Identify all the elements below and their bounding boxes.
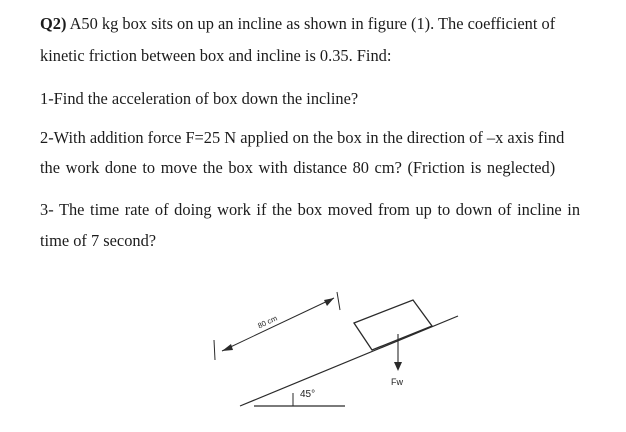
distance-tick-right: [337, 292, 340, 310]
distance-tick-left: [214, 340, 215, 360]
weight-force-label: Fw: [391, 377, 403, 387]
question-part-1: 1-Find the acceleration of box down the incline?: [40, 89, 359, 108]
incline-surface: [240, 313, 458, 406]
weight-arrow-head: [394, 362, 402, 371]
angle-label: 45°: [300, 389, 316, 400]
question-part-2-line-1: 2-With addition force F=25 N applied on the box in the direction of –x axis find: [40, 128, 565, 147]
question-intro-2: kinetic friction between box and incline is 0.35. Find:: [40, 46, 392, 65]
distance-label: 80 cm: [256, 313, 279, 331]
question-part-2-line-2: the work done to move the box with distance 80 cm? (Friction is neglected): [40, 158, 556, 177]
question-intro-1: A50 kg box sits on up an incline as shown in figure (1). The coefficient of: [66, 14, 556, 33]
distance-arrow-head-right: [324, 298, 334, 306]
question-number: Q2): [40, 14, 67, 33]
distance-arrow-head-left: [222, 344, 233, 351]
distance-arrow-line: [222, 298, 334, 351]
question-part-3-line-1: 3- The time rate of doing work if the box moved from up to down of incline in: [40, 200, 581, 219]
question-part-3-line-2: time of 7 second?: [40, 231, 157, 250]
